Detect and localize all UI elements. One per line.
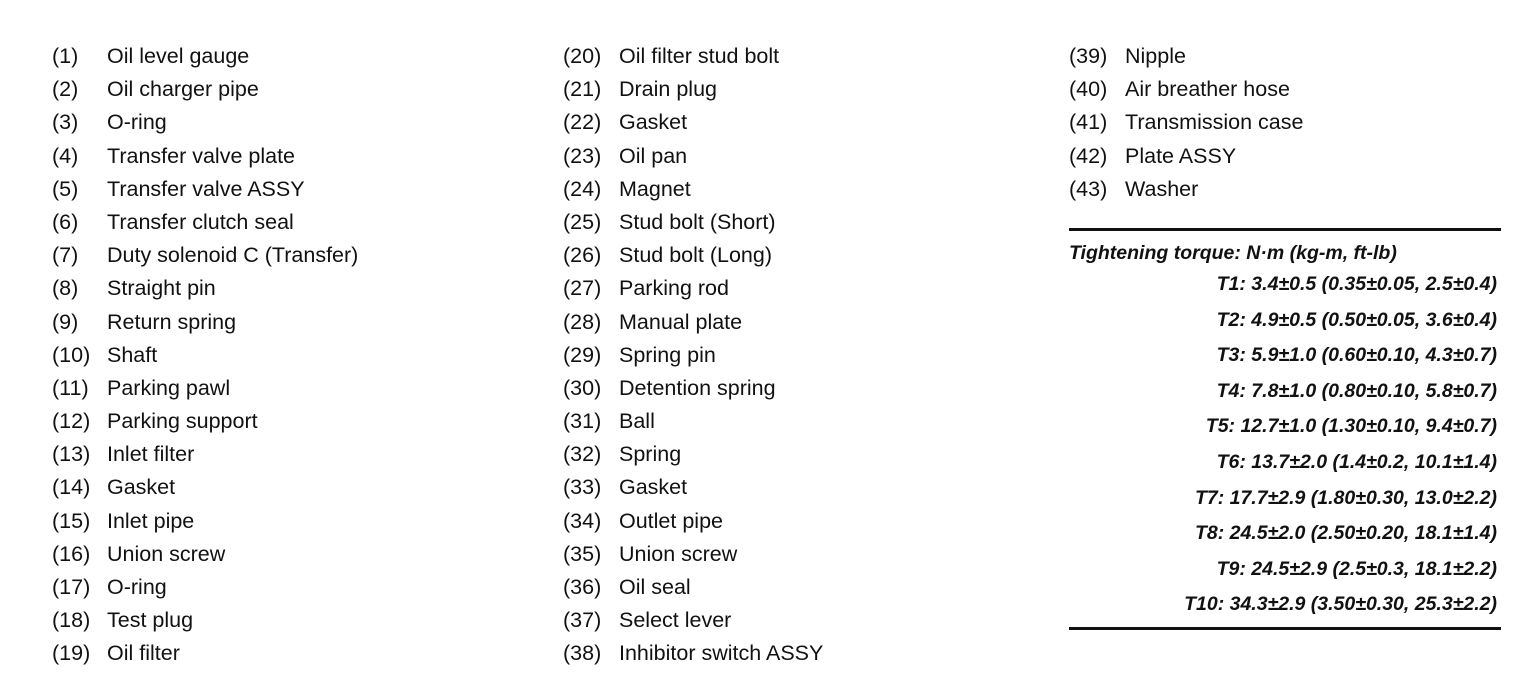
torque-value: T10: 34.3±2.9 (3.50±0.30, 25.3±2.2) <box>1184 593 1497 616</box>
part-name: Spring <box>619 442 682 467</box>
part-name: Gasket <box>619 475 688 500</box>
part-number: (31) <box>563 409 602 434</box>
part-item <box>563 604 823 637</box>
part-name: Magnet <box>619 176 691 201</box>
part-item <box>563 272 823 305</box>
part-number: (19) <box>52 641 91 666</box>
part-item <box>563 471 823 504</box>
tightening-torque-table <box>1069 228 1501 630</box>
part-number: (12) <box>52 409 91 434</box>
part-name: Inlet filter <box>107 442 195 467</box>
part-number: (32) <box>563 442 602 467</box>
part-item <box>563 505 823 538</box>
part-name: Air breather hose <box>1125 77 1290 102</box>
part-item <box>1069 106 1303 139</box>
part-number: (22) <box>563 110 602 135</box>
part-number: (7) <box>52 243 79 268</box>
part-item <box>1069 173 1303 206</box>
part-name: Return spring <box>107 309 237 334</box>
part-number: (21) <box>563 77 602 102</box>
part-number: (13) <box>52 442 91 467</box>
part-name: Washer <box>1125 176 1199 201</box>
part-item <box>52 339 358 372</box>
part-name: Detention spring <box>619 375 776 400</box>
parts-list-column-3 <box>1069 40 1303 206</box>
torque-value: T5: 12.7±1.0 (1.30±0.10, 9.4±0.7) <box>1205 415 1497 438</box>
part-name: Oil charger pipe <box>107 77 259 102</box>
part-name: Gasket <box>107 475 176 500</box>
part-item <box>52 239 358 272</box>
part-name: Union screw <box>107 541 226 566</box>
part-name: Straight pin <box>107 276 216 301</box>
part-number: (36) <box>563 575 602 599</box>
part-number: (8) <box>52 276 79 301</box>
part-name: Transmission case <box>1125 110 1304 135</box>
part-number: (40) <box>1069 77 1108 102</box>
part-number: (25) <box>563 209 602 234</box>
part-item <box>52 372 358 405</box>
parts-list-column-1 <box>52 40 358 671</box>
part-item <box>563 438 823 471</box>
part-number: (42) <box>1069 143 1108 168</box>
part-number: (37) <box>563 608 602 633</box>
part-item <box>52 405 358 438</box>
part-name: Parking support <box>107 409 258 434</box>
part-name: Nipple <box>1125 44 1186 68</box>
part-name: Oil seal <box>619 575 691 599</box>
part-number: (5) <box>52 176 79 201</box>
part-name: Select lever <box>619 608 732 633</box>
part-item <box>563 339 823 372</box>
part-number: (23) <box>563 143 602 168</box>
part-item <box>52 40 358 73</box>
part-item <box>563 637 823 670</box>
part-number: (10) <box>52 342 91 367</box>
part-name: Oil level gauge <box>107 44 250 68</box>
part-number: (16) <box>52 541 91 566</box>
part-item <box>563 40 823 73</box>
part-name: Manual plate <box>619 309 743 334</box>
part-number: (11) <box>52 375 89 400</box>
part-name: Ball <box>619 409 655 434</box>
part-number: (29) <box>563 342 602 367</box>
part-number: (14) <box>52 475 91 500</box>
part-number: (9) <box>52 309 79 334</box>
torque-value: T4: 7.8±1.0 (0.80±0.10, 5.8±0.7) <box>1216 379 1497 402</box>
torque-value: T9: 24.5±2.9 (2.5±0.3, 18.1±2.2) <box>1216 557 1497 580</box>
torque-value: T8: 24.5±2.0 (2.50±0.20, 18.1±1.4) <box>1194 522 1497 545</box>
part-name: Gasket <box>619 110 688 135</box>
part-number: (3) <box>52 110 79 135</box>
part-number: (34) <box>563 508 602 533</box>
torque-value: T3: 5.9±1.0 (0.60±0.10, 4.3±0.7) <box>1216 344 1497 367</box>
part-item <box>52 73 358 106</box>
torque-value: T6: 13.7±2.0 (1.4±0.2, 10.1±1.4) <box>1216 450 1497 473</box>
part-name: Inhibitor switch ASSY <box>619 641 824 666</box>
part-number: (15) <box>52 508 91 533</box>
part-name: Transfer valve ASSY <box>107 176 305 201</box>
part-number: (1) <box>52 44 79 68</box>
part-item <box>563 173 823 206</box>
part-number: (20) <box>563 44 602 68</box>
part-number: (27) <box>563 276 602 301</box>
part-item <box>52 173 358 206</box>
part-name: Oil filter <box>107 641 180 666</box>
torque-value: T1: 3.4±0.5 (0.35±0.05, 2.5±0.4) <box>1216 273 1497 295</box>
part-item <box>52 637 358 670</box>
part-name: Oil pan <box>619 143 688 168</box>
part-item <box>563 206 823 239</box>
part-name: Parking pawl <box>107 375 231 400</box>
part-item <box>563 571 823 604</box>
part-name: Parking rod <box>619 276 729 301</box>
part-item <box>52 538 358 571</box>
part-name: Outlet pipe <box>619 508 723 533</box>
part-item <box>52 571 358 604</box>
torque-heading: Tightening torque: N·m (kg-m, ft-lb) <box>1069 242 1397 264</box>
part-name: Stud bolt (Short) <box>619 209 776 234</box>
part-number: (28) <box>563 309 602 334</box>
part-number: (43) <box>1069 176 1108 201</box>
part-item <box>52 438 358 471</box>
part-number: (18) <box>52 608 91 633</box>
part-number: (39) <box>1069 44 1108 68</box>
part-number: (24) <box>563 176 602 201</box>
part-number: (17) <box>52 575 91 599</box>
parts-list-column-2 <box>563 40 823 671</box>
part-name: Test plug <box>107 608 194 633</box>
part-item <box>563 140 823 173</box>
torque-value: T7: 17.7±2.9 (1.80±0.30, 13.0±2.2) <box>1194 486 1497 509</box>
part-number: (35) <box>563 541 602 566</box>
part-item <box>52 604 358 637</box>
part-name: Inlet pipe <box>107 508 195 533</box>
part-name: Plate ASSY <box>1125 143 1237 168</box>
part-item <box>1069 140 1303 173</box>
part-item <box>1069 40 1303 73</box>
part-item <box>563 106 823 139</box>
part-name: O-ring <box>107 110 167 135</box>
part-item <box>1069 73 1303 106</box>
part-number: (26) <box>563 243 602 268</box>
part-item <box>563 306 823 339</box>
part-number: (2) <box>52 77 79 102</box>
part-name: Stud bolt (Long) <box>619 243 772 268</box>
part-number: (38) <box>563 641 602 666</box>
part-number: (41) <box>1069 110 1108 135</box>
part-item <box>52 206 358 239</box>
part-item <box>52 272 358 305</box>
torque-value: T2: 4.9±0.5 (0.50±0.05, 3.6±0.4) <box>1216 308 1497 331</box>
part-number: (33) <box>563 475 602 500</box>
part-number: (30) <box>563 375 602 400</box>
part-number: (6) <box>52 209 79 234</box>
part-number: (4) <box>52 143 79 168</box>
part-item <box>563 239 823 272</box>
part-item <box>563 538 823 571</box>
part-name: Spring pin <box>619 342 716 367</box>
part-name: Transfer clutch seal <box>107 209 294 234</box>
part-item <box>52 106 358 139</box>
part-item <box>52 505 358 538</box>
part-name: Transfer valve plate <box>107 143 296 168</box>
part-item <box>52 306 358 339</box>
part-item <box>563 73 823 106</box>
part-name: Drain plug <box>619 77 717 102</box>
part-name: Shaft <box>107 342 158 367</box>
part-item <box>563 405 823 438</box>
part-name: Union screw <box>619 541 738 566</box>
part-name: Oil filter stud bolt <box>619 44 780 68</box>
part-name: O-ring <box>107 575 167 599</box>
part-name: Duty solenoid C (Transfer) <box>107 243 359 268</box>
part-item <box>563 372 823 405</box>
part-item <box>52 140 358 173</box>
part-item <box>52 471 358 504</box>
